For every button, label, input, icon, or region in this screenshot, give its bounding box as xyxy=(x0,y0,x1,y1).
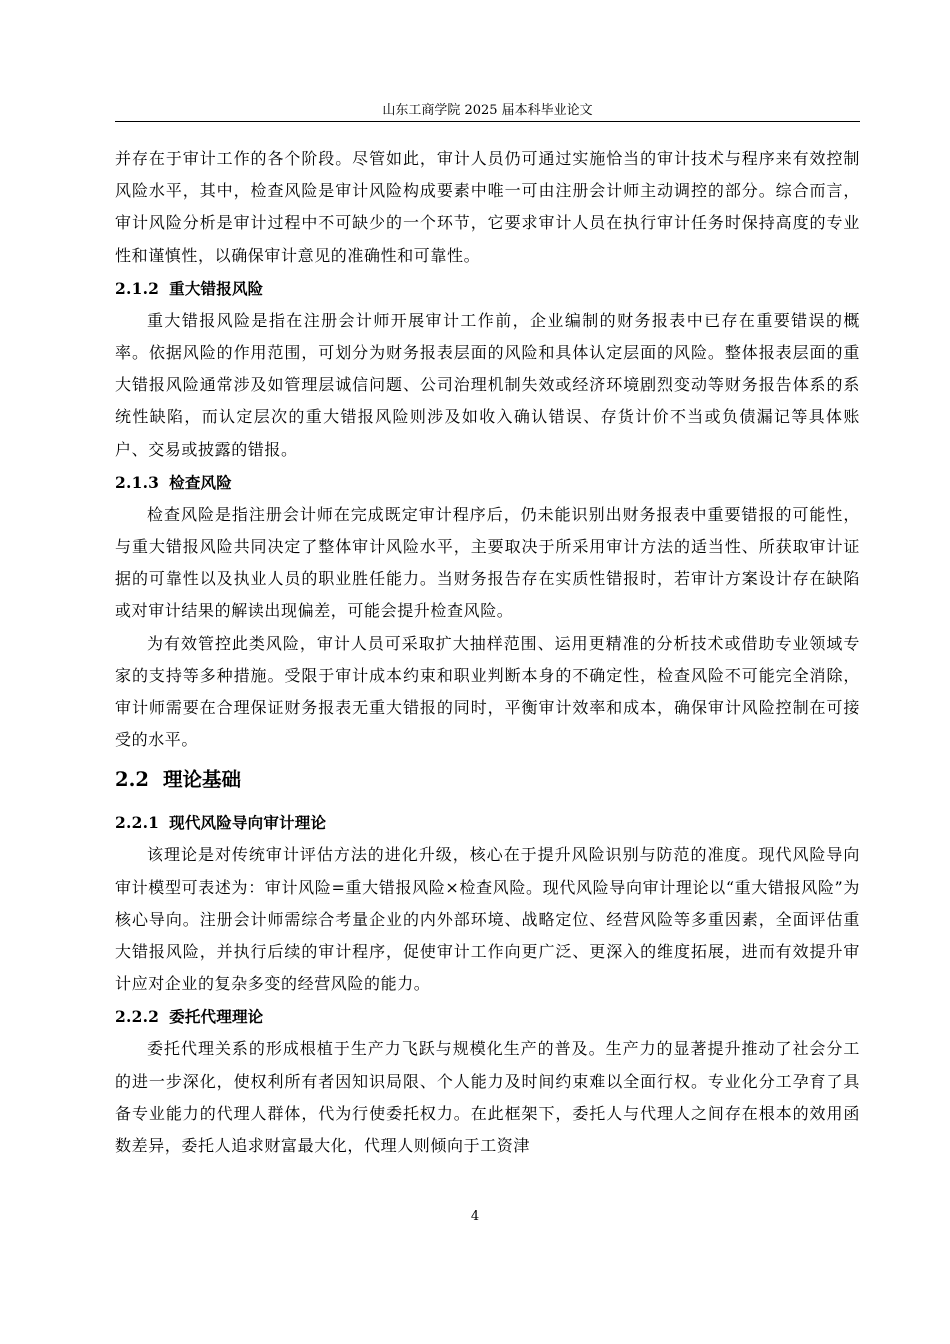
paragraph: 该理论是对传统审计评估方法的进化升级，核心在于提升风险识别与防范的准度。现代风险导向审计模型可表述为：审计风险=重大错报风险×检查风险。现代风险导向审计理论以“重大错报风险”为核心导向。注册会计师需综合考量企业的内外部环境、战略定位、经营风险等多重因素，全面评估重大错报风险，并执行后续的审计程序，促使审计工作向更广泛、更深入的维度拓展，进而有效提升审计应对企业的复杂多变的经营风险的能力。 xyxy=(115,845,860,994)
section-number: 2.2.2 xyxy=(115,1007,160,1027)
section-title: 重大错报风险 xyxy=(169,278,264,298)
paragraph: 检查风险是指注册会计师在完成既定审计程序后，仍未能识别出财务报表中重要错报的可能性，与重大错报风险共同决定了整体审计风险水平，主要取决于所采用审计方法的适当性、所获取审计证据的可靠性以及执业人员的职业胜任能力。当财务报告存在实质性错报时，若审计方案设计存在缺陷或对审计结果的解读出现偏差，可能会提升检查风险。 xyxy=(115,504,860,621)
page-number: 4 xyxy=(470,1209,480,1224)
section-number: 2.1.2 xyxy=(115,278,160,298)
page-content xyxy=(115,143,860,1162)
section-number: 2.1.3 xyxy=(115,472,160,492)
section-title: 检查风险 xyxy=(169,472,232,492)
section-number: 2.2 xyxy=(115,768,149,792)
section-title: 理论基础 xyxy=(162,768,241,792)
section-title: 委托代理理论 xyxy=(169,1007,264,1027)
paragraph-continued: 并存在于审计工作的各个阶段。尽管如此，审计人员仍可通过实施恰当的审计技术与程序来有效控制风险水平，其中，检查风险是审计风险构成要素中唯一可由注册会计师主动调控的部分。综合而言，审计风险分析是审计过程中不可缺少的一个环节，它要求审计人员在执行审计任务时保持高度的专业性和谨慎性，以确保审计意见的准确性和可靠性。 xyxy=(115,149,860,265)
section-heading-2-1-3 xyxy=(115,466,860,499)
paragraph: 重大错报风险是指在注册会计师开展审计工作前，企业编制的财务报表中已存在重要错误的概率。依据风险的作用范围，可划分为财务报表层面的风险和具体认定层面的风险。整体报表层面的重大错报风险通常涉及如管理层诚信问题、公司治理机制失效或经济环境剧烈变动等财务报告体系的系统性缺陷，而认定层次的重大错报风险则涉及如收入确认错误、存货计价不当或负债漏记等具体账户、交易或披露的错报。 xyxy=(115,310,860,459)
section-number: 2.2.1 xyxy=(115,813,160,833)
section-heading-2-1-2 xyxy=(115,272,860,305)
section-title: 现代风险导向审计理论 xyxy=(169,813,327,833)
section-heading-2-2-2 xyxy=(115,1000,860,1033)
section-heading-2-2-1 xyxy=(115,806,860,839)
header-rule xyxy=(115,121,860,122)
paragraph: 为有效管控此类风险，审计人员可采取扩大抽样范围、运用更精准的分析技术或借助专业领域专家的支持等多种措施。受限于审计成本约束和职业判断本身的不确定性，检查风险不可能完全消除，审计师需要在合理保证财务报表无重大错报的同时，平衡审计效率和成本，确保审计风险控制在可接受的水平。 xyxy=(115,633,860,750)
running-header: 山东工商学院 2025 届本科毕业论文 xyxy=(382,103,593,118)
section-heading-2-2 xyxy=(115,756,860,806)
paragraph: 委托代理关系的形成根植于生产力飞跃与规模化生产的普及。生产力的显著提升推动了社会分工的进一步深化，使权利所有者因知识局限、个人能力及时间约束难以全面行权。专业化分工孕育了具备专业能力的代理人群体，代为行使委托权力。在此框架下，委托人与代理人之间存在根本的效用函数差异，委托人追求财富最大化，代理人则倾向于工资津 xyxy=(115,1039,860,1156)
